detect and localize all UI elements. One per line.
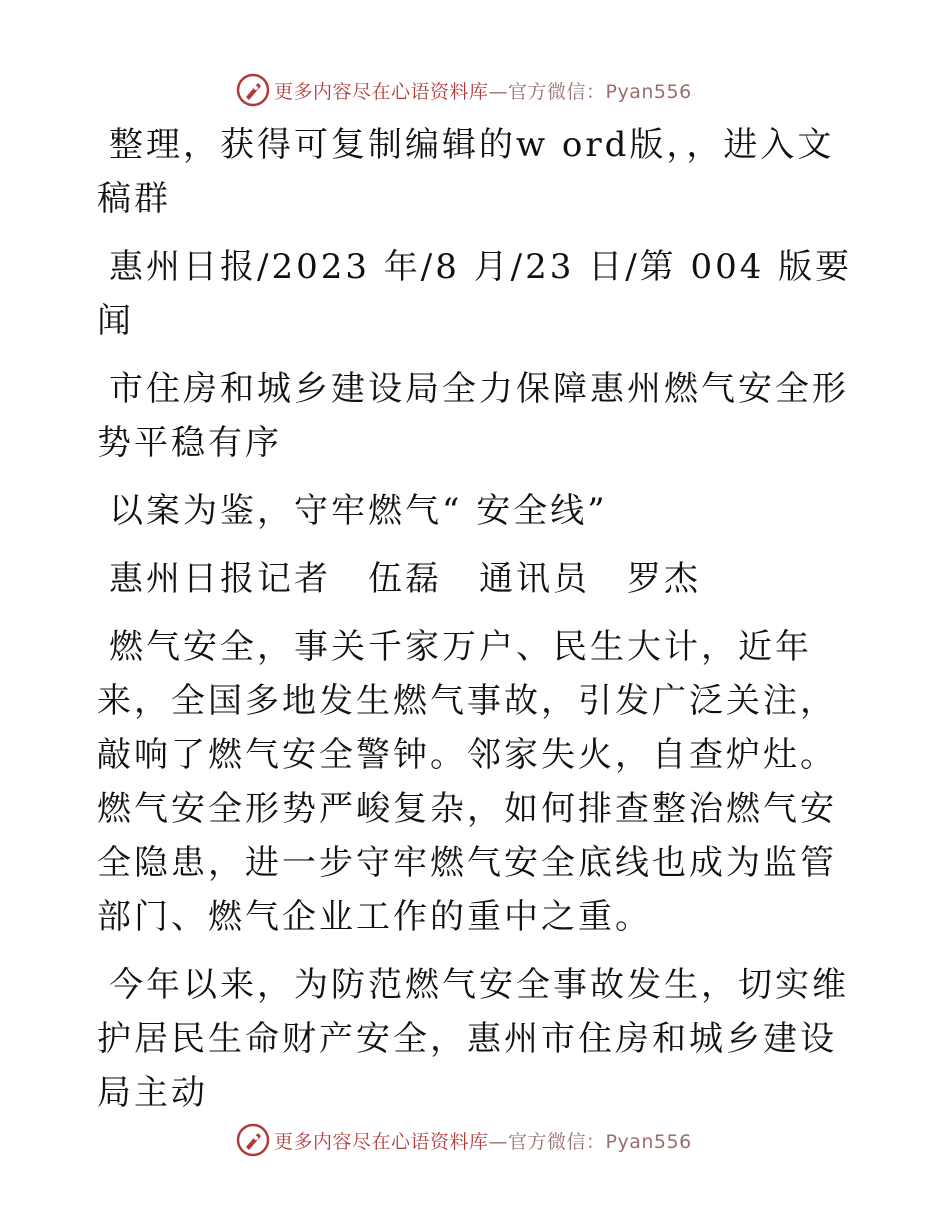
watermark-brand-text: 更多内容尽在心语资料库	[274, 80, 489, 103]
byline: 惠州日报记者 伍磊 通讯员 罗杰	[109, 559, 701, 599]
body-paragraph: 今年以来，为防范燃气安全事故发生，切实维护居民生命财产安全，惠州市住房和城乡建设局主动	[97, 965, 849, 1113]
source-line: 惠州日报/2023 年/8 月/23 日/第 004 版要闻	[97, 247, 853, 341]
body-paragraph: 燃气安全，事关千家万户、民生大计，近年来，全国多地发生燃气事故，引发广泛关注，敲响了燃气安全警钟。邻家失火，自查炉灶。燃气安全形势严峻复杂，如何排查整治燃气安全隐患，进一步守牢燃气安全底线也成为监管部门、燃气企业工作的重中之重。	[97, 627, 837, 937]
watermark-wechat-text: —官方微信：Pyan556	[488, 1130, 692, 1153]
document-body	[97, 118, 857, 1134]
header-watermark	[236, 73, 692, 107]
pen-nib-logo-icon	[236, 1123, 270, 1157]
watermark-brand-text: 更多内容尽在心语资料库	[274, 1130, 489, 1153]
subheadline: 以案为鉴，守牢燃气“ 安全线”	[109, 491, 608, 531]
watermark-wechat-text: —官方微信：Pyan556	[488, 80, 692, 103]
intro-line: 整理，获得可复制编辑的w ord版，，进入文稿群	[97, 125, 835, 219]
headline: 市住房和城乡建设局全力保障惠州燃气安全形势平稳有序	[97, 369, 849, 463]
pen-nib-logo-icon	[236, 73, 270, 107]
footer-watermark	[236, 1123, 692, 1157]
